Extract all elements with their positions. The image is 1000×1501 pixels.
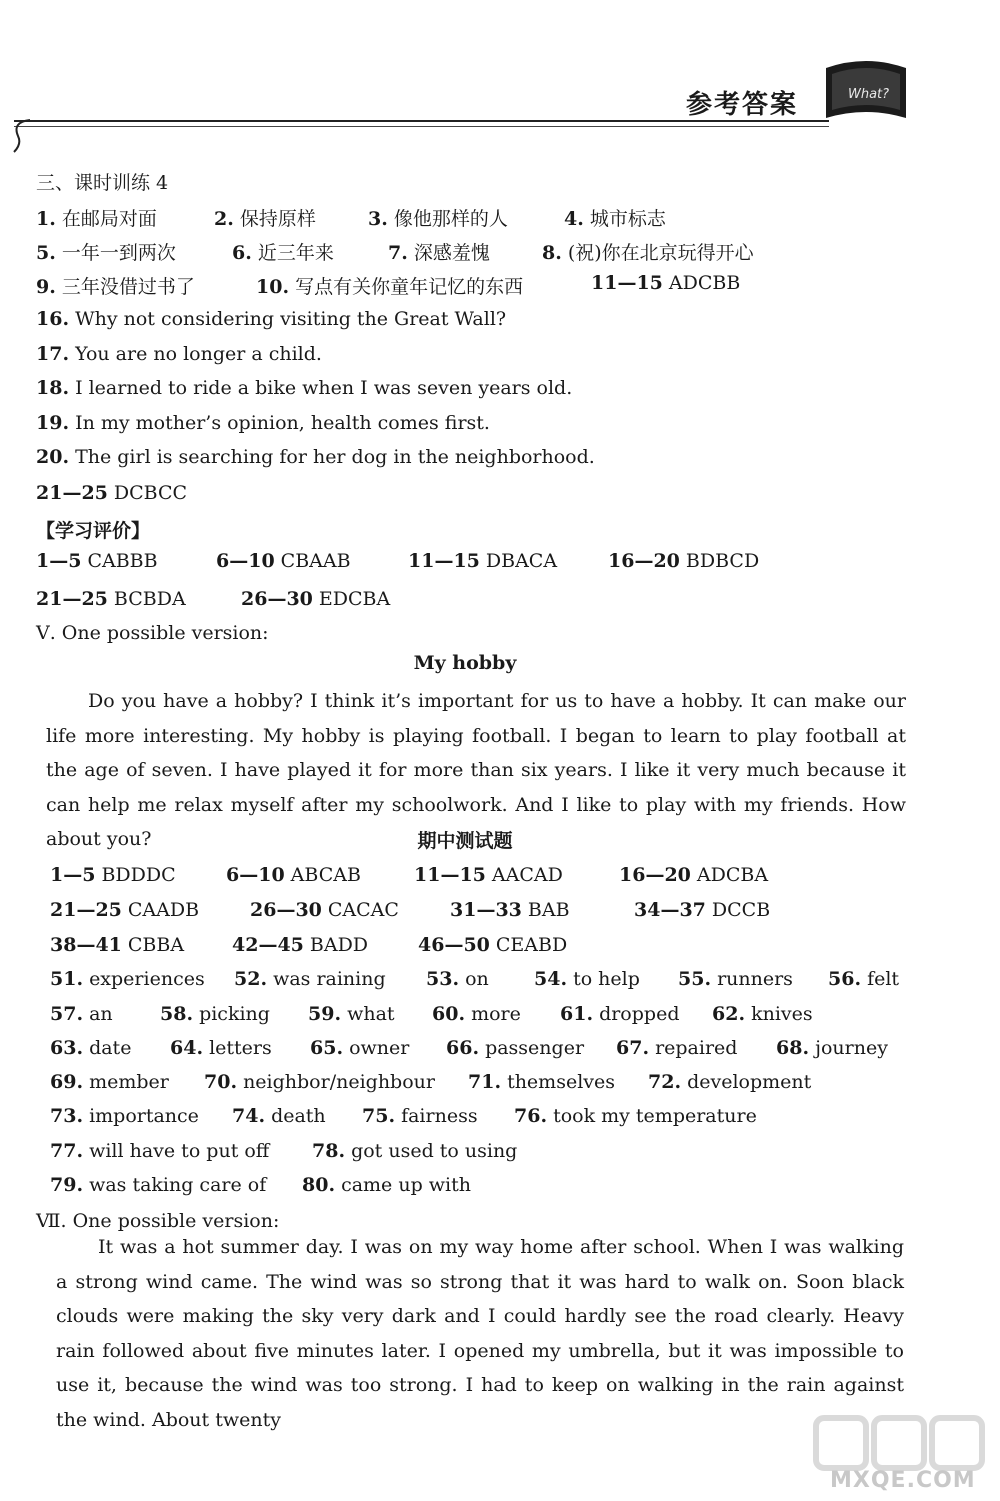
- q-num: 71.: [468, 1071, 502, 1093]
- q-answer: more: [471, 1003, 521, 1025]
- q-num: 74.: [232, 1105, 266, 1127]
- q-answer: was taking care of: [89, 1174, 267, 1196]
- q-answer: I learned to ride a bike when I was seven years old.: [75, 377, 573, 399]
- watermark-text: MXQE.COM: [830, 1468, 976, 1493]
- q-num: 67.: [616, 1037, 650, 1059]
- q-num: 6—10: [216, 550, 275, 572]
- q-answer: BCBDA: [113, 588, 186, 610]
- q-answer: got used to using: [351, 1140, 518, 1162]
- q-num: 16.: [36, 308, 70, 330]
- q-num: 19.: [36, 412, 70, 434]
- flourish-icon: [8, 116, 38, 156]
- q-answer: 一年一到两次: [61, 242, 176, 264]
- version-label: Ⅴ. One possible version:: [36, 622, 269, 644]
- q-num: 54.: [534, 968, 568, 990]
- q-answer: themselves: [507, 1071, 615, 1093]
- essay-title: My hobby: [413, 652, 517, 674]
- q-answer: 城市标志: [589, 208, 666, 230]
- q-answer: CABBB: [87, 550, 158, 572]
- q-answer: ADCBB: [668, 272, 741, 294]
- q-num: 31—33: [450, 899, 522, 921]
- q-num: 42—45: [232, 934, 304, 956]
- q-answer: EDCBA: [318, 588, 391, 610]
- header-rule: [14, 120, 829, 122]
- q-num: 18.: [36, 377, 70, 399]
- header-rule-thin: [14, 126, 829, 127]
- q-answer: dropped: [599, 1003, 680, 1025]
- q-answer: to help: [573, 968, 640, 990]
- q-answer: felt: [867, 968, 900, 990]
- q-answer: picking: [199, 1003, 270, 1025]
- sentence-answer: [36, 412, 490, 434]
- q-num: 26—30: [241, 588, 313, 610]
- q-num: 21—25: [36, 482, 108, 504]
- essay-body: It was a hot summer day. I was on my way home after school. When I was walking a strong wind came. The wind was so strong that it was hard to walk on. Soon black clouds were making the sky very dark and I could hardly see the road clearly. Heavy rain followed about five minutes later. I opened my umbrella, but it was impossible to use it, because the wind was too strong. I had to keep on walking in the rain against the wind. About twenty: [56, 1236, 904, 1431]
- q-answer: importance: [89, 1105, 199, 1127]
- q-answer: CEABD: [495, 934, 568, 956]
- q-num: 75.: [362, 1105, 396, 1127]
- q-num: 38—41: [50, 934, 122, 956]
- q-answer: took my temperature: [553, 1105, 757, 1127]
- q-num: 60.: [432, 1003, 466, 1025]
- q-num: 26—30: [250, 899, 322, 921]
- q-num: 7.: [388, 242, 408, 264]
- q-num: 55.: [678, 968, 712, 990]
- q-num: 79.: [50, 1174, 84, 1196]
- q-answer: 近三年来: [257, 242, 334, 264]
- q-answer: passenger: [485, 1037, 585, 1059]
- q-num: 70.: [204, 1071, 238, 1093]
- q-answer: The girl is searching for her dog in the neighborhood.: [75, 446, 595, 468]
- q-num: 63.: [50, 1037, 84, 1059]
- q-answer: development: [687, 1071, 812, 1093]
- q-num: 1—5: [50, 864, 96, 886]
- q-num: 56.: [828, 968, 862, 990]
- q-num: 53.: [426, 968, 460, 990]
- q-num: 72.: [648, 1071, 682, 1093]
- q-num: 8.: [542, 242, 562, 264]
- q-num: 52.: [234, 968, 268, 990]
- q-num: 77.: [50, 1140, 84, 1162]
- essay-body: Do you have a hobby? I think it’s important for us to have a hobby. It can make our life more interesting. My hobby is playing football. I began to learn to play football at the age of seven. I have played it for more than six years. I like it very much because it can help me relax myself after my schoolwork. And I like to play with my friends. How about you?: [46, 690, 906, 850]
- q-num: 1.: [36, 208, 56, 230]
- q-num: 20.: [36, 446, 70, 468]
- q-num: 21—25: [36, 588, 108, 610]
- q-num: 65.: [310, 1037, 344, 1059]
- q-num: 5.: [36, 242, 56, 264]
- q-num: 76.: [514, 1105, 548, 1127]
- q-num: 78.: [312, 1140, 346, 1162]
- q-answer: was raining: [273, 968, 386, 990]
- q-answer: ABCAB: [290, 864, 361, 886]
- q-num: 11—15: [408, 550, 480, 572]
- q-num: 6—10: [226, 864, 285, 886]
- q-answer: fairness: [401, 1105, 478, 1127]
- q-answer: You are no longer a child.: [75, 343, 322, 365]
- q-answer: on: [465, 968, 489, 990]
- q-num: 6.: [232, 242, 252, 264]
- answer-row: [36, 482, 187, 504]
- q-answer: experiences: [89, 968, 205, 990]
- q-num: 11—15: [591, 272, 663, 294]
- q-num: 59.: [308, 1003, 342, 1025]
- sentence-answer: [36, 308, 506, 330]
- book-logo-icon: [820, 58, 912, 128]
- sentence-answer: [36, 446, 595, 468]
- q-answer: 写点有关你童年记忆的东西: [295, 276, 524, 298]
- q-num: 51.: [50, 968, 84, 990]
- q-answer: member: [89, 1071, 169, 1093]
- q-answer: came up with: [341, 1174, 471, 1196]
- q-answer: 在邮局对面: [61, 208, 157, 230]
- section-title-evaluation: 【学习评价】: [36, 520, 151, 542]
- section-title-lesson4: 三、课时训练 4: [36, 172, 169, 194]
- q-num: 9.: [36, 276, 56, 298]
- q-answer: In my mother’s opinion, health comes first.: [75, 412, 490, 434]
- q-answer: BDBCD: [685, 550, 760, 572]
- q-answer: CBBA: [127, 934, 185, 956]
- q-num: 16—20: [608, 550, 680, 572]
- q-answer: AACAD: [491, 864, 563, 886]
- q-answer: 像他那样的人: [393, 208, 508, 230]
- section-title-midterm: 期中测试题: [417, 830, 513, 852]
- q-num: 17.: [36, 343, 70, 365]
- q-answer: repaired: [655, 1037, 738, 1059]
- q-num: 68.: [776, 1037, 810, 1059]
- q-num: 61.: [560, 1003, 594, 1025]
- q-num: 34—37: [634, 899, 706, 921]
- logo-text: What?: [848, 87, 890, 102]
- version-label: Ⅶ. One possible version:: [36, 1210, 280, 1232]
- q-answer: owner: [349, 1037, 410, 1059]
- q-num: 62.: [712, 1003, 746, 1025]
- q-answer: 深感羞愧: [413, 242, 490, 264]
- q-num: 46—50: [418, 934, 490, 956]
- q-answer: DCBCC: [113, 482, 188, 504]
- q-answer: an: [89, 1003, 113, 1025]
- q-answer: what: [347, 1003, 395, 1025]
- q-num: 4.: [564, 208, 584, 230]
- q-answer: neighbor/neighbour: [243, 1071, 435, 1093]
- q-answer: BADD: [309, 934, 369, 956]
- q-num: 69.: [50, 1071, 84, 1093]
- q-num: 3.: [368, 208, 388, 230]
- page-header-title: 参考答案: [686, 90, 799, 120]
- q-num: 80.: [302, 1174, 336, 1196]
- q-answer: date: [89, 1037, 132, 1059]
- q-num: 64.: [170, 1037, 204, 1059]
- q-answer: CACAC: [327, 899, 399, 921]
- q-answer: will have to put off: [89, 1140, 270, 1162]
- q-answer: letters: [209, 1037, 272, 1059]
- q-answer: CBAAB: [280, 550, 351, 572]
- q-num: 16—20: [619, 864, 691, 886]
- q-answer: 保持原样: [239, 208, 316, 230]
- q-answer: journey: [815, 1037, 888, 1059]
- q-num: 2.: [214, 208, 234, 230]
- q-num: 73.: [50, 1105, 84, 1127]
- q-answer: CAADB: [127, 899, 200, 921]
- q-num: 57.: [50, 1003, 84, 1025]
- sentence-answer: [36, 343, 322, 365]
- q-answer: DBACA: [485, 550, 558, 572]
- q-answer: BDDDC: [101, 864, 176, 886]
- q-answer: death: [271, 1105, 326, 1127]
- q-answer: BAB: [527, 899, 570, 921]
- q-num: 58.: [160, 1003, 194, 1025]
- q-answer: (祝)你在北京玩得开心: [567, 242, 754, 264]
- q-num: 11—15: [414, 864, 486, 886]
- q-answer: ADCBA: [696, 864, 769, 886]
- q-num: 66.: [446, 1037, 480, 1059]
- q-num: 1—5: [36, 550, 82, 572]
- sentence-answer: [36, 377, 572, 399]
- q-num: 10.: [256, 276, 290, 298]
- q-answer: Why not considering visiting the Great Wall?: [75, 308, 507, 330]
- q-answer: DCCB: [711, 899, 771, 921]
- q-answer: knives: [751, 1003, 813, 1025]
- q-answer: runners: [717, 968, 793, 990]
- q-num: 21—25: [50, 899, 122, 921]
- q-answer: 三年没借过书了: [61, 276, 195, 298]
